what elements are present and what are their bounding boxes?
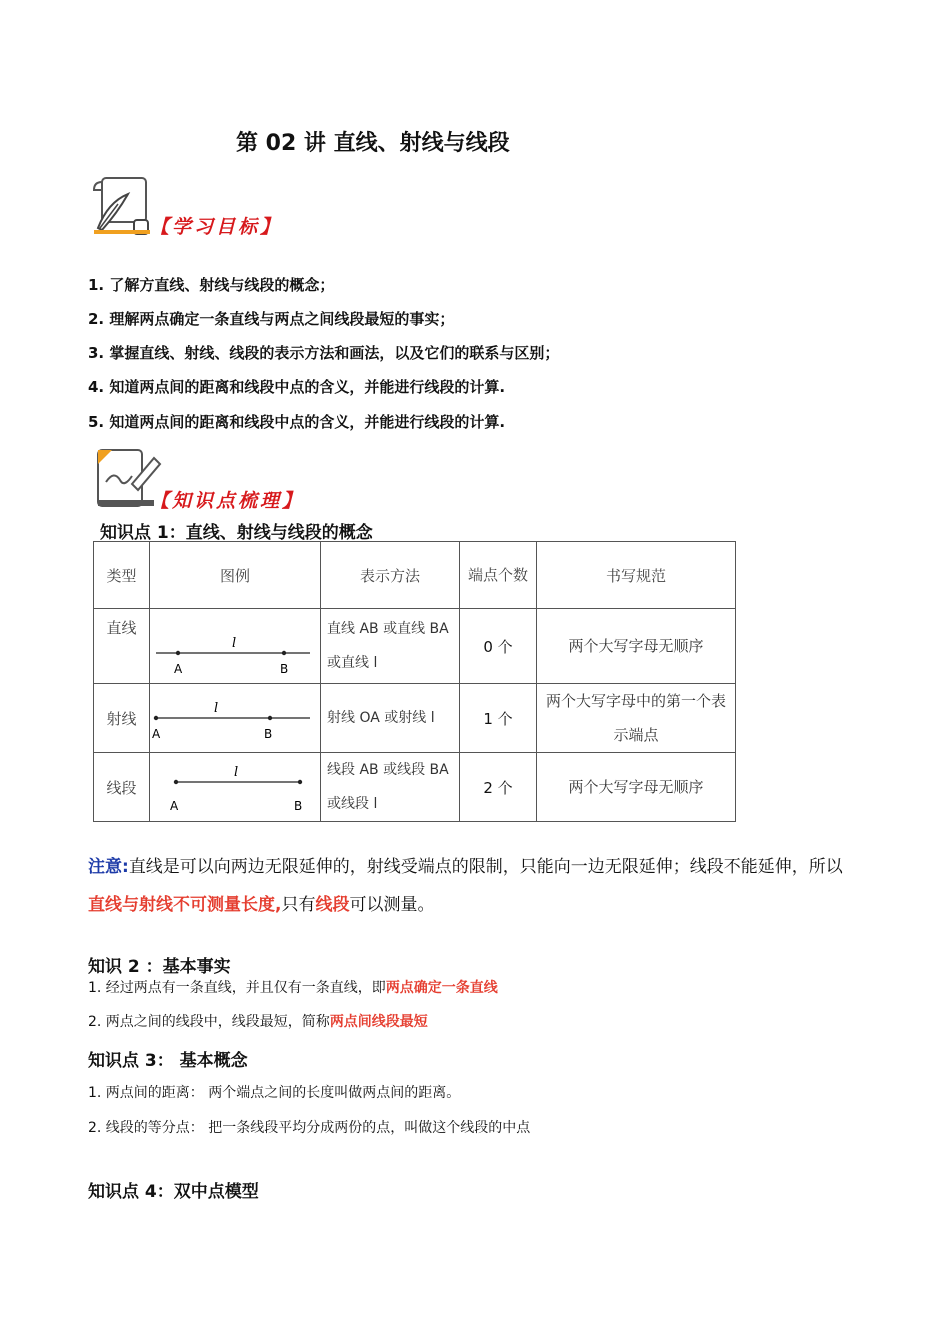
kp2-item-1	[88, 977, 498, 997]
label-a: A	[170, 799, 179, 813]
kp2-title: 知识 2 ：基本事实	[88, 957, 231, 977]
knowledge-badge: 【知识点梳理】	[150, 490, 305, 512]
objectives-badge: 【学习目标】	[150, 216, 283, 238]
kp3-item-2: 2. 线段的等分点： 把一条线段平均分成两份的点，叫做这个线段的中点	[88, 1120, 531, 1136]
kp2-item-2	[88, 1011, 428, 1031]
kp4-title: 知识点 4：双中点模型	[88, 1182, 259, 1202]
objective-4: 4. 知道两点间的距离和线段中点的含义，并能进行线段的计算.	[88, 378, 506, 396]
kp2-item-1-red: 两点确定一条直线	[385, 980, 498, 996]
scroll-quill-icon	[88, 172, 156, 240]
objective-2: 2. 理解两点确定一条直线与两点之间线段最短的事实；	[88, 310, 455, 328]
row-figure	[150, 609, 321, 684]
header-type: 类型	[94, 542, 150, 609]
row-endpoint-count: 1 个	[460, 684, 537, 753]
concepts-table	[93, 541, 736, 822]
note-red-2: 线段	[315, 895, 350, 915]
row-type: 线段	[94, 753, 150, 822]
row-rule: 两个大写字母无顺序	[537, 609, 736, 684]
row-endpoint-count: 2 个	[460, 753, 537, 822]
table-row	[94, 753, 736, 822]
row-representation: 直线 AB 或直线 BA 或直线 l	[321, 609, 460, 684]
kp2-item-2-red: 两点间线段最短	[329, 1014, 428, 1030]
segment-figure	[150, 754, 320, 820]
note-red-1: 直线与射线不可测量长度,	[88, 895, 282, 915]
table-header-row	[94, 542, 736, 609]
label-b: B	[280, 662, 289, 676]
ray-figure	[150, 685, 320, 751]
kp3-item-1: 1. 两点间的距离： 两个端点之间的长度叫做两点间的距离。	[88, 1085, 461, 1101]
header-representation: 表示方法	[321, 542, 460, 609]
line-figure	[150, 613, 320, 679]
label-l: l	[232, 636, 237, 651]
kp3-title: 知识点 3： 基本概念	[88, 1051, 248, 1071]
note-label: 注意:	[88, 857, 129, 877]
note-text-2: 只有	[281, 895, 316, 915]
row-figure	[150, 753, 321, 822]
label-b: B	[294, 799, 303, 813]
label-a: A	[174, 662, 183, 676]
table-row	[94, 684, 736, 753]
row-type: 直线	[94, 609, 150, 684]
header-figure: 图例	[150, 542, 321, 609]
row-representation: 线段 AB 或线段 BA 或线段 l	[321, 753, 460, 822]
row-rule: 两个大写字母中的第一个表示端点	[537, 684, 736, 753]
label-l: l	[234, 765, 239, 780]
objective-5: 5. 知道两点间的距离和线段中点的含义，并能进行线段的计算.	[88, 413, 506, 431]
row-representation: 射线 OA 或射线 l	[321, 684, 460, 753]
row-rule: 两个大写字母无顺序	[537, 753, 736, 822]
objective-3: 3. 掌握直线、射线、线段的表示方法和画法，以及它们的联系与区别；	[88, 344, 560, 362]
row-endpoint-count: 0 个	[460, 609, 537, 684]
row-figure	[150, 684, 321, 753]
header-endpoints: 端点个数	[460, 542, 537, 609]
kp1-title: 知识点 1：直线、射线与线段的概念	[100, 523, 373, 543]
header-rule: 书写规范	[537, 542, 736, 609]
row-type: 射线	[94, 684, 150, 753]
objective-1: 1. 了解方直线、射线与线段的概念；	[88, 276, 335, 294]
note-text-3: 可以测量。	[349, 895, 435, 915]
kp2-item-1-text: 1. 经过两点有一条直线，并且仅有一条直线，即	[88, 980, 386, 996]
label-b: B	[264, 727, 273, 741]
label-l: l	[214, 701, 219, 716]
note-paragraph	[88, 848, 858, 924]
table-row	[94, 609, 736, 684]
page-title: 第 02 讲 直线、射线与线段	[236, 131, 510, 156]
kp2-item-2-text: 2. 两点之间的线段中，线段最短，简称	[88, 1014, 330, 1030]
note-text-1: 直线是可以向两边无限延伸的，射线受端点的限制，只能向一边无限延伸；线段不能延伸，所以	[128, 857, 843, 877]
label-a: A	[152, 727, 161, 741]
